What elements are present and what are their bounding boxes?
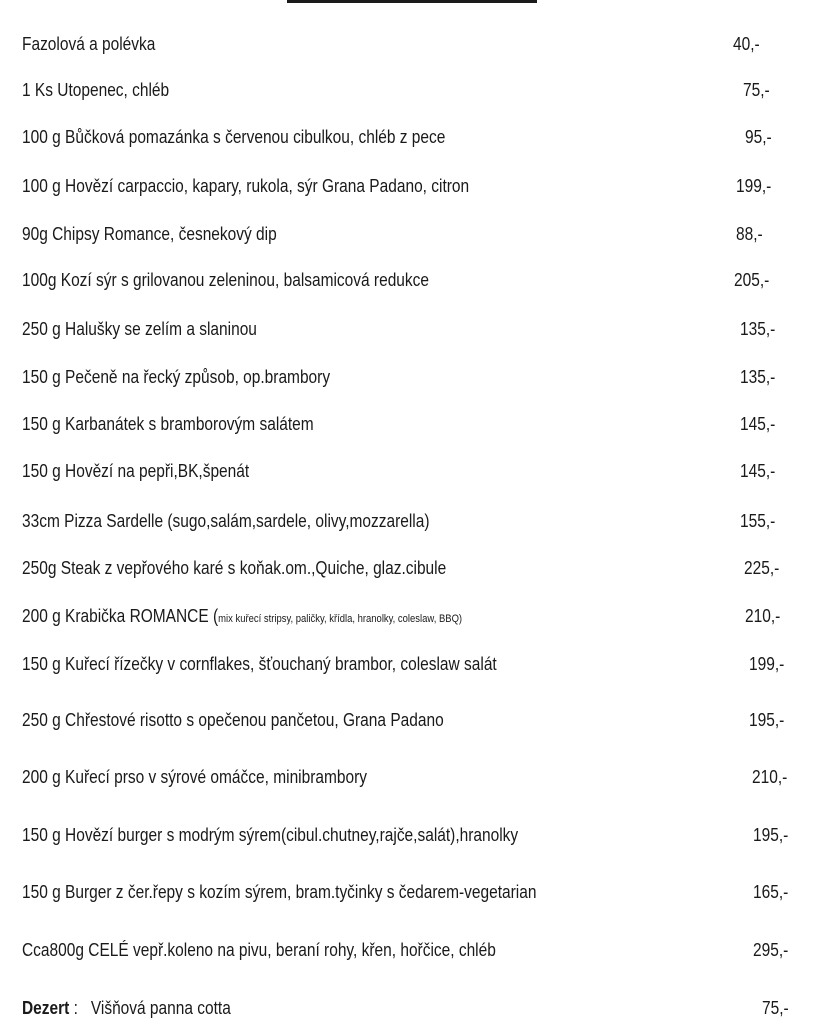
menu-item-name: 100 g Hovězí carpaccio, kapary, rukola, sýr Grana Padano, citron xyxy=(22,176,470,196)
menu-item-price: 135,- xyxy=(740,319,776,339)
dessert-price: 75,- xyxy=(762,998,789,1018)
menu-item-price: 195,- xyxy=(753,825,789,845)
menu-item-price: 165,- xyxy=(753,882,789,902)
menu-item-name: 200 g Kuřecí prso v sýrové omáčce, minibrambory xyxy=(22,767,368,787)
menu-item xyxy=(22,819,819,851)
menu-item-name: 250 g Halušky se zelím a slaninou xyxy=(22,319,257,339)
menu-item-price: 145,- xyxy=(740,414,776,434)
menu-item-name: 150 g Kuřecí řízečky v cornflakes, šťouchaný brambor, coleslaw salát xyxy=(22,654,497,674)
menu-item-price: 199,- xyxy=(736,176,772,196)
menu-item xyxy=(22,313,819,345)
menu-item-price: 145,- xyxy=(740,461,776,481)
dessert-label: Dezert xyxy=(22,998,70,1018)
menu-item-price: 295,- xyxy=(753,940,789,960)
menu-item xyxy=(22,505,819,537)
menu-item-name: 90g Chipsy Romance, česnekový dip xyxy=(22,224,277,244)
menu-item-name: 33cm Pizza Sardelle (sugo,salám,sardele, olivy,mozzarella) xyxy=(22,511,430,531)
menu-item-name: 100 g Bůčková pomazánka s červenou cibulkou, chléb z pece xyxy=(22,127,446,147)
menu-item-price: 195,- xyxy=(749,710,785,730)
header-underline xyxy=(287,0,537,3)
dessert-separator: : xyxy=(69,998,91,1018)
menu-item-name: 250 g Chřestové risotto s opečenou pančetou, Grana Padano xyxy=(22,710,444,730)
menu-item xyxy=(22,704,819,736)
dessert-text: Višňová panna cotta xyxy=(90,998,231,1018)
menu-item-name: 150 g Karbanátek s bramborovým salátem xyxy=(22,414,314,434)
menu-item-price: 199,- xyxy=(749,654,785,674)
menu-item-price: 210,- xyxy=(745,606,781,626)
menu-item xyxy=(22,264,819,296)
menu-item xyxy=(22,552,819,584)
menu-item-name xyxy=(22,600,462,635)
menu-item-name: Fazolová a polévka xyxy=(22,34,156,54)
menu-item xyxy=(22,761,819,793)
menu-item xyxy=(22,218,819,250)
menu-item xyxy=(22,934,819,966)
menu-item-name: 1 Ks Utopenec, chléb xyxy=(22,80,170,100)
menu-item-price: 95,- xyxy=(745,127,772,147)
menu-item xyxy=(22,121,819,153)
menu-item-price: 88,- xyxy=(736,224,763,244)
menu-item-name-main: 200 g Krabička ROMANCE ( xyxy=(22,606,219,626)
menu-item xyxy=(22,648,819,680)
menu-item-name: 100g Kozí sýr s grilovanou zeleninou, balsamicová redukce xyxy=(22,270,430,290)
menu-item-name: 150 g Hovězí burger s modrým sýrem(cibul.chutney,rajče,salát),hranolky xyxy=(22,825,519,845)
menu-item-name: Cca800g CELÉ vepř.koleno na pivu, beraní rohy, křen, hořčice, chléb xyxy=(22,940,496,960)
menu-item-price: 210,- xyxy=(752,767,788,787)
menu-item-price: 40,- xyxy=(733,34,760,54)
menu-item-name: 150 g Burger z čer.řepy s kozím sýrem, bram.tyčinky s čedarem-vegetarian xyxy=(22,882,537,902)
menu-item-price: 155,- xyxy=(740,511,776,531)
menu-item xyxy=(22,361,819,393)
menu-item-name-detail: mix kuřecí stripsy, paličky, křídla, hranolky, coleslaw, BBQ) xyxy=(218,613,463,625)
menu-item xyxy=(22,876,819,908)
menu-item xyxy=(22,170,819,202)
menu-item-name: 150 g Hovězí na pepři,BK,špenát xyxy=(22,461,250,481)
menu-item xyxy=(22,455,819,487)
menu-item xyxy=(22,74,819,106)
menu-item-name: 250g Steak z vepřového karé s koňak.om.,Quiche, glaz.cibule xyxy=(22,558,447,578)
dessert-name xyxy=(22,992,231,1024)
menu-item xyxy=(22,600,819,632)
menu-item-price: 225,- xyxy=(744,558,780,578)
menu-item-price: 75,- xyxy=(743,80,770,100)
menu-item-price: 135,- xyxy=(740,367,776,387)
menu-item xyxy=(22,408,819,440)
menu-item xyxy=(22,28,819,60)
dessert-row xyxy=(22,992,819,1024)
menu-item-price: 205,- xyxy=(734,270,770,290)
menu-item-name: 150 g Pečeně na řecký způsob, op.brambory xyxy=(22,367,331,387)
